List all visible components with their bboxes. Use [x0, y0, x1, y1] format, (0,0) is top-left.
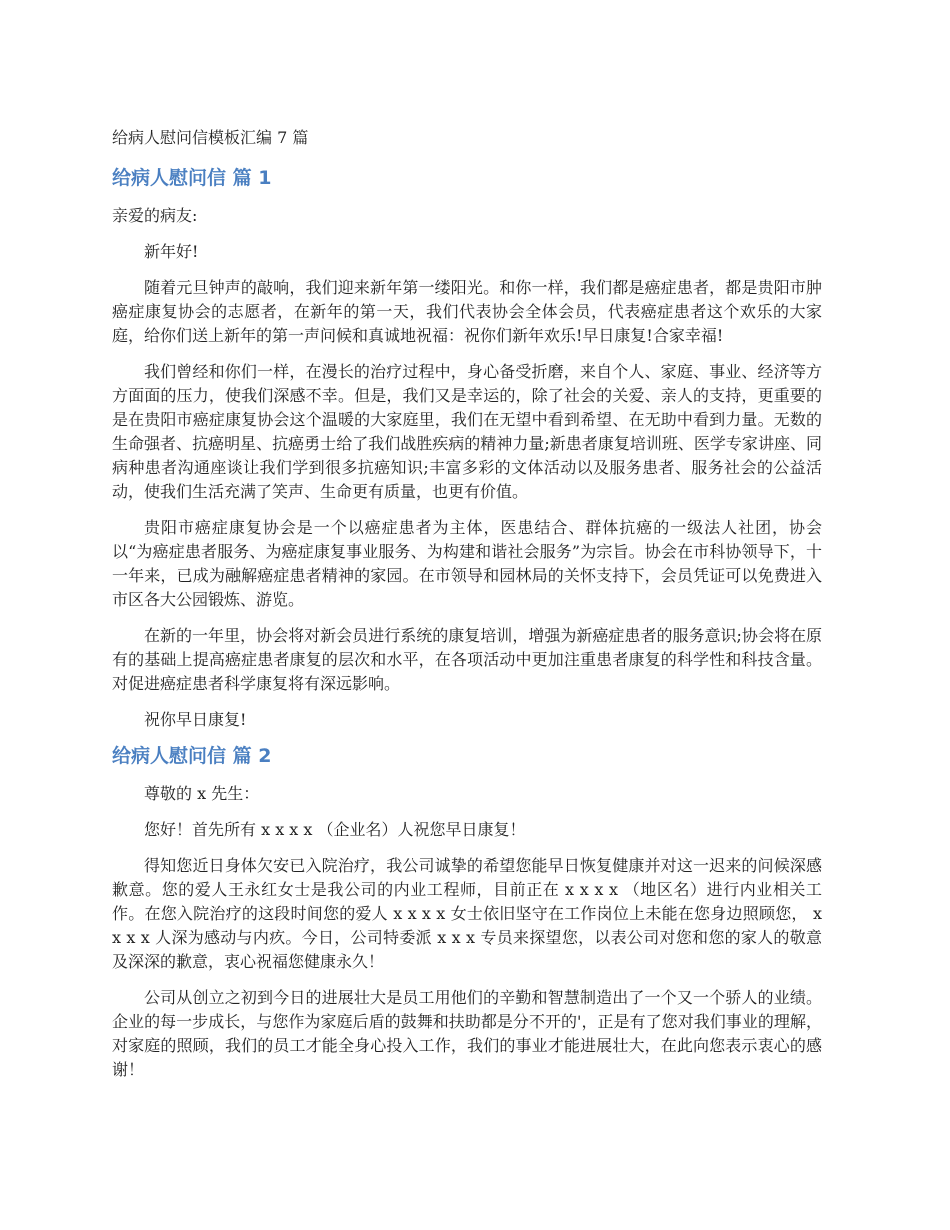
section-1-paragraph: 我们曾经和你们一样，在漫长的治疗过程中，身心备受折磨，来自个人、家庭、事业、经济等方方面面的压力，使我们深感不幸。但是，我们又是幸运的，除了社会的关爱、亲人的支持，更重要的是在贵阳市癌症康复协会这个温暖的大家庭里，我们在无望中看到希望、在无助中看到力量。无数的生命强者、抗癌明星、抗癌勇士给了我们战胜疾病的精神力量;新患者康复培训班、医学专家讲座、同病种患者沟通座谈让我们学到很多抗癌知识;丰富多彩的文体活动以及服务患者、服务社会的公益活动，使我们生活充满了笑声、生命更有质量，也更有价值。	[112, 362, 822, 501]
section-1-closing: 祝你早日康复!	[144, 710, 247, 729]
section-1-greeting: 亲爱的病友:	[112, 206, 198, 225]
section-2-paragraph: 得知您近日身体欠安已入院治疗，我公司诚挚的希望您能早日恢复健康并对这一迟来的问候深感歉意。您的爱人王永红女士是我公司的内业工程师，目前正在 x x x x （地区名）进行内业相关工作。在您入院治疗的这段时间您的爱人 x x x x 女士依旧坚守在工作岗位上未能在您身边照顾您， x x x x 人深为感动与内疚。今日，公司特委派 x x x 专员来探望您，以表公司对您和您的家人的敬意及深深的歉意，衷心祝福您健康永久！	[112, 856, 822, 971]
section-1-paragraph: 随着元旦钟声的敲响，我们迎来新年第一缕阳光。和你一样，我们都是癌症患者，都是贵阳市肿癌症康复协会的志愿者，在新年的第一天，我们代表协会全体会员，代表癌症患者这个欢乐的大家庭，给你们送上新年的第一声问候和真诚地祝福：祝你们新年欢乐!早日康复!合家幸福!	[112, 278, 822, 345]
section-1-heading: 给病人慰问信 篇 1	[112, 167, 272, 189]
document-title: 给病人慰问信模板汇编 7 篇	[112, 128, 309, 147]
section-2-greeting: 尊敬的 x 先生：	[144, 784, 260, 803]
section-1-paragraph: 贵阳市癌症康复协会是一个以癌症患者为主体，医患结合、群体抗癌的一级法人社团，协会以“为癌症患者服务、为癌症康复事业服务、为构建和谐社会服务”为宗旨。协会在市科协领导下，十一年来，已成为融解癌症患者精神的家园。在市领导和园林局的关怀支持下，会员凭证可以免费进入市区各大公园锻炼、游览。	[112, 518, 822, 609]
section-2-paragraph: 公司从创立之初到今日的进展壮大是员工用他们的辛勤和智慧制造出了一个又一个骄人的业绩。企业的每一步成长，与您作为家庭后盾的鼓舞和扶助都是分不开的'，正是有了您对我们事业的理解，对家庭的照顾，我们的员工才能全身心投入工作，我们的事业才能进展壮大，在此向您表示衷心的感谢！	[112, 988, 822, 1079]
section-2-heading: 给病人慰问信 篇 2	[112, 745, 272, 767]
section-1-paragraph: 新年好!	[144, 242, 199, 261]
section-1-paragraph: 在新的一年里，协会将对新会员进行系统的康复培训，增强为新癌症患者的服务意识;协会将在原有的基础上提高癌症患者康复的层次和水平，在各项活动中更加注重患者康复的科学性和科技含量。对促进癌症患者科学康复将有深远影响。	[112, 626, 822, 693]
section-2-paragraph: 您好！首先所有 x x x x （企业名）人祝您早日康复！	[144, 820, 526, 839]
